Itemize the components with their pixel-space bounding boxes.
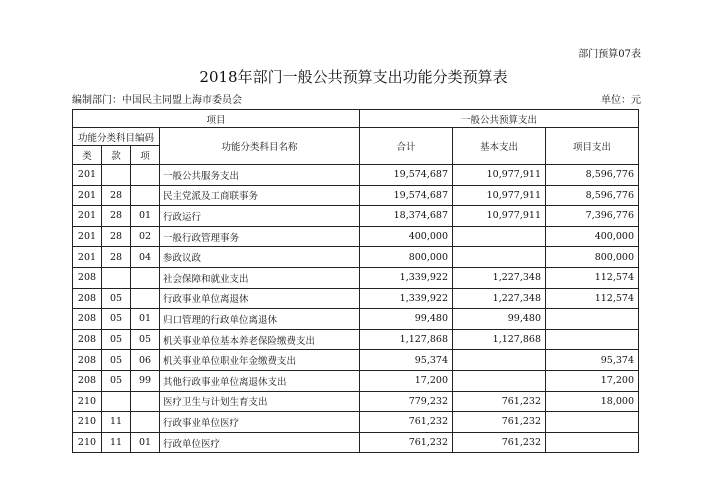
total-cell: 19,574,687: [360, 185, 453, 206]
project-cell: [546, 432, 639, 453]
name-cell: 民主党派及工商联事务: [160, 185, 360, 206]
name-cell: 行政事业单位离退休: [160, 288, 360, 309]
lei-cell: 208: [73, 329, 102, 350]
basic-cell: 1,127,868: [453, 329, 546, 350]
basic-cell: 1,227,348: [453, 288, 546, 309]
total-cell: 1,127,868: [360, 329, 453, 350]
xiang-cell: [131, 185, 160, 206]
project-cell: 8,596,776: [546, 185, 639, 206]
name-cell: 机关事业单位职业年金缴费支出: [160, 350, 360, 371]
table-row: [73, 432, 639, 453]
total-cell: 18,374,687: [360, 206, 453, 227]
lei-cell: 208: [73, 309, 102, 330]
kuan-cell: 05: [102, 370, 131, 391]
name-cell: 行政事业单位医疗: [160, 412, 360, 433]
xiang-cell: 01: [131, 206, 160, 227]
table-row: [73, 288, 639, 309]
total-header: 合计: [360, 128, 453, 165]
xiang-cell: 04: [131, 247, 160, 268]
xiang-cell: 01: [131, 309, 160, 330]
total-cell: 800,000: [360, 247, 453, 268]
basic-cell: 761,232: [453, 412, 546, 433]
total-cell: 1,339,922: [360, 267, 453, 288]
project-cell: 112,574: [546, 267, 639, 288]
basic-cell: 99,480: [453, 309, 546, 330]
basic-header: 基本支出: [453, 128, 546, 165]
table-row: [73, 267, 639, 288]
xiang-cell: 99: [131, 370, 160, 391]
kuan-cell: [102, 165, 131, 186]
table-row: [73, 165, 639, 186]
total-cell: 19,574,687: [360, 165, 453, 186]
kuan-cell: 11: [102, 432, 131, 453]
kuan-header: 款: [102, 146, 131, 165]
xiang-cell: [131, 412, 160, 433]
basic-cell: [453, 247, 546, 268]
total-cell: 1,339,922: [360, 288, 453, 309]
lei-cell: 210: [73, 412, 102, 433]
lei-cell: 210: [73, 432, 102, 453]
basic-cell: 761,232: [453, 391, 546, 412]
project-cell: 400,000: [546, 226, 639, 247]
xiang-cell: [131, 288, 160, 309]
budget-table: [72, 109, 639, 453]
kuan-cell: 28: [102, 185, 131, 206]
kuan-cell: 05: [102, 329, 131, 350]
total-cell: 17,200: [360, 370, 453, 391]
xiang-cell: [131, 267, 160, 288]
name-cell: 参政议政: [160, 247, 360, 268]
total-cell: 761,232: [360, 432, 453, 453]
basic-cell: 761,232: [453, 432, 546, 453]
project-cell: [546, 412, 639, 433]
kuan-cell: 11: [102, 412, 131, 433]
basic-cell: 10,977,911: [453, 165, 546, 186]
name-cell: 一般行政管理事务: [160, 226, 360, 247]
lei-cell: 201: [73, 247, 102, 268]
name-cell: 社会保障和就业支出: [160, 267, 360, 288]
kuan-cell: 05: [102, 309, 131, 330]
lei-cell: 201: [73, 165, 102, 186]
page-code: 部门预算07表: [578, 49, 641, 60]
name-cell: 机关事业单位基本养老保险缴费支出: [160, 329, 360, 350]
basic-cell: [453, 370, 546, 391]
name-header: 功能分类科目名称: [160, 128, 360, 165]
unit-label: 单位：元: [601, 95, 641, 106]
lei-header: 类: [73, 146, 102, 165]
general-budget-header: 一般公共预算支出: [360, 110, 639, 128]
lei-cell: 208: [73, 267, 102, 288]
kuan-cell: 28: [102, 226, 131, 247]
name-cell: 归口管理的行政单位离退休: [160, 309, 360, 330]
name-cell: 其他行政事业单位离退休支出: [160, 370, 360, 391]
table-row: [73, 226, 639, 247]
lei-cell: 210: [73, 391, 102, 412]
project-cell: 95,374: [546, 350, 639, 371]
lei-cell: 208: [73, 370, 102, 391]
project-cell: 17,200: [546, 370, 639, 391]
project-cell: 8,596,776: [546, 165, 639, 186]
kuan-cell: 05: [102, 350, 131, 371]
table-row: [73, 309, 639, 330]
xiang-cell: [131, 391, 160, 412]
project-cell: 112,574: [546, 288, 639, 309]
table-row: [73, 370, 639, 391]
project-cell: [546, 329, 639, 350]
basic-cell: [453, 226, 546, 247]
kuan-cell: 28: [102, 206, 131, 227]
total-cell: 95,374: [360, 350, 453, 371]
basic-cell: 10,977,911: [453, 185, 546, 206]
xiang-cell: 05: [131, 329, 160, 350]
basic-cell: 10,977,911: [453, 206, 546, 227]
department-label: 编制部门：中国民主同盟上海市委员会: [72, 95, 242, 106]
name-cell: 行政单位医疗: [160, 432, 360, 453]
total-cell: 779,232: [360, 391, 453, 412]
project-cell: 7,396,776: [546, 206, 639, 227]
table-row: [73, 185, 639, 206]
page-title: 2018年部门一般公共预算支出功能分类预算表: [199, 68, 508, 86]
lei-cell: 201: [73, 185, 102, 206]
kuan-cell: 28: [102, 247, 131, 268]
table-row: [73, 247, 639, 268]
xiang-cell: [131, 165, 160, 186]
xiang-cell: 02: [131, 226, 160, 247]
project-cell: [546, 309, 639, 330]
table-row: [73, 329, 639, 350]
total-cell: 761,232: [360, 412, 453, 433]
total-cell: 400,000: [360, 226, 453, 247]
table-row: [73, 391, 639, 412]
basic-cell: 1,227,348: [453, 267, 546, 288]
lei-cell: 208: [73, 288, 102, 309]
lei-cell: 201: [73, 206, 102, 227]
kuan-cell: [102, 391, 131, 412]
basic-cell: [453, 350, 546, 371]
project-cell: 18,000: [546, 391, 639, 412]
kuan-cell: 05: [102, 288, 131, 309]
xiang-header: 项: [131, 146, 160, 165]
name-cell: 医疗卫生与计划生育支出: [160, 391, 360, 412]
project-header: 项目: [73, 110, 360, 128]
xiang-cell: 01: [131, 432, 160, 453]
kuan-cell: [102, 267, 131, 288]
total-cell: 99,480: [360, 309, 453, 330]
lei-cell: 208: [73, 350, 102, 371]
project-exp-header: 项目支出: [546, 128, 639, 165]
code-group-header: 功能分类科目编码: [73, 128, 160, 146]
table-row: [73, 350, 639, 371]
name-cell: 行政运行: [160, 206, 360, 227]
table-row: [73, 412, 639, 433]
lei-cell: 201: [73, 226, 102, 247]
project-cell: 800,000: [546, 247, 639, 268]
table-row: [73, 206, 639, 227]
xiang-cell: 06: [131, 350, 160, 371]
name-cell: 一般公共服务支出: [160, 165, 360, 186]
